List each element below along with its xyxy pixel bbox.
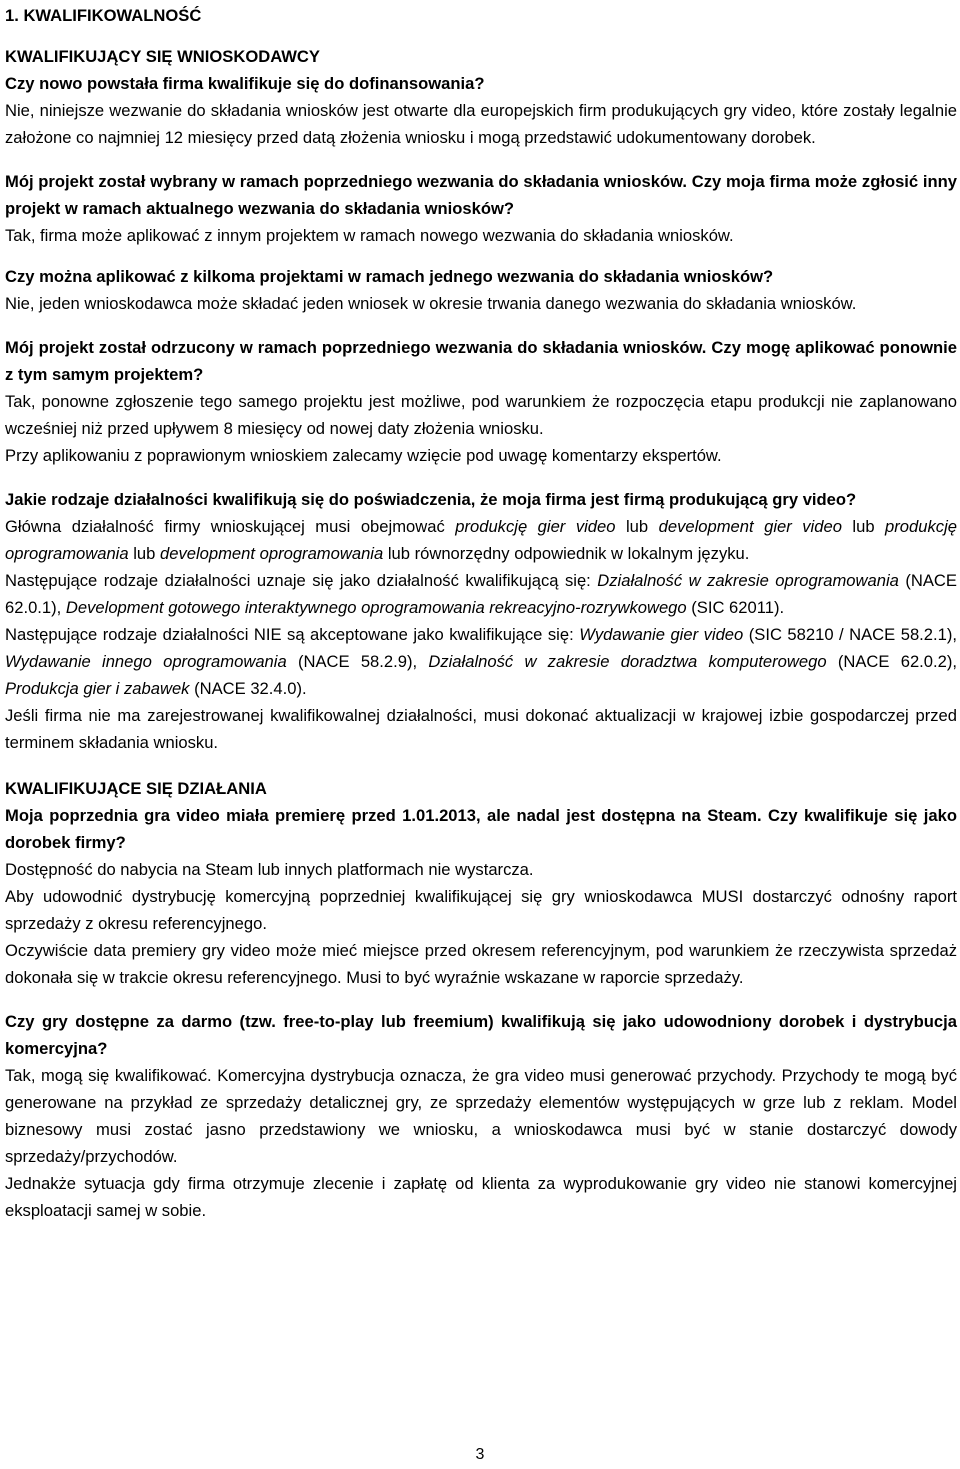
answer: Nie, jeden wnioskodawca może składać jeden wniosek w okresie trwania danego wezwania do składania wniosków. <box>5 294 857 313</box>
question: Czy można aplikować z kilkoma projektami w ramach jednego wezwania do składania wniosków? <box>5 267 774 286</box>
italic-term: development gier video <box>658 517 842 536</box>
answer-paragraph <box>5 567 957 621</box>
italic-term: Wydawanie gier video <box>579 625 744 644</box>
text-span: (SIC 58210 / NACE 58.2.1), <box>743 625 957 644</box>
answer: Jednakże sytuacja gdy firma otrzymuje zlecenie i zapłatę od klienta za wyprodukowanie gry video nie stanowi komercyjnej eksploatacji samej w sobie. <box>5 1174 957 1220</box>
answer: Aby udowodnić dystrybucję komercyjną poprzedniej kwalifikującej się gry wnioskodawca MUSI dostarczyć odnośny raport sprzedaży z okresu referencyjnego. <box>5 887 957 933</box>
question: Moja poprzednia gra video miała premierę przed 1.01.2013, ale nadal jest dostępna na Steam. Czy kwalifikuje się jako dorobek firmy? <box>5 806 957 852</box>
text-span: (NACE 58.2.9), <box>286 652 429 671</box>
answer-paragraph <box>5 513 957 567</box>
answer: Oczywiście data premiery gry video może mieć miejsce przed okresem referencyjnym, pod warunkiem że rzeczywista sprzedaż dokonała się w trakcie okresu referencyjnego. Musi to być wyraźnie wskazane w raporcie sprzedaży. <box>5 941 957 987</box>
question: Mój projekt został odrzucony w ramach poprzedniego wezwania do składania wniosków. Czy mogę aplikować ponownie z tym samym projektem? <box>5 338 957 384</box>
text-span: (SIC 62011). <box>686 598 785 617</box>
italic-term: Development gotowego interaktywnego oprogramowania rekreacyjno-rozrywkowego <box>65 598 687 617</box>
answer: Jeśli firma nie ma zarejestrowanej kwalifikowalnej działalności, musi dokonać aktualizacji w krajowej izbie gospodarczej przed terminem składania wniosku. <box>5 706 957 752</box>
answer: Nie, niniejsze wezwanie do składania wniosków jest otwarte dla europejskich firm produkujących gry video, które zostały legalnie założone co najmniej 12 miesięcy przed datą złożenia wniosku i mogą przedstawić udokumentowany dorobek. <box>5 101 957 147</box>
answer: Tak, mogą się kwalifikować. Komercyjna dystrybucja oznacza, że gra video musi generować przychody. Przychody te mogą być generowane na przykład ze sprzedaży detalicznej gry, ze sprzedaży elementów występujących w grze lub z reklam. Model biznesowy musi zostać jasno przedstawiony we wniosku, a wnioskodawca musi być w stanie dostarczyć dowody sprzedaży/przychodów. <box>5 1066 957 1166</box>
answer-paragraph <box>5 621 957 702</box>
italic-term: Działalność w zakresie doradztwa komputerowego <box>428 652 827 671</box>
answer: Tak, firma może aplikować z innym projektem w ramach nowego wezwania do składania wniosków. <box>5 226 734 245</box>
italic-term: Działalność w zakresie oprogramowania <box>597 571 899 590</box>
section-title: 1. KWALIFIKOWALNOŚĆ <box>5 6 202 25</box>
question: Jakie rodzaje działalności kwalifikują się do poświadczenia, że moja firma jest firmą produkującą gry video? <box>5 490 857 509</box>
text-span: lub <box>615 517 659 536</box>
italic-term: Produkcja gier i zabawek <box>5 679 190 698</box>
text-span: lub równorzędny odpowiednik w lokalnym języku. <box>383 544 750 563</box>
answer: Tak, ponowne zgłoszenie tego samego projektu jest możliwe, pod warunkiem że rozpoczęcia etapu produkcji nie zaplanowano wcześniej niż przed upływem 8 miesięcy od nowej daty złożenia wniosku. <box>5 392 957 438</box>
italic-term: produkcję gier video <box>455 517 616 536</box>
document-page <box>5 2 957 1224</box>
text-span: lub <box>841 517 886 536</box>
actions-heading: KWALIFIKUJĄCE SIĘ DZIAŁANIA <box>5 779 267 798</box>
text-span: lub <box>128 544 160 563</box>
text-span: (NACE 62.0.1), <box>5 571 957 617</box>
italic-term: development oprogramowania <box>159 544 384 563</box>
italic-term: Wydawanie innego oprogramowania <box>5 652 287 671</box>
applicant-heading: KWALIFIKUJĄCY SIĘ WNIOSKODAWCY <box>5 47 320 66</box>
text-span: Główna działalność firmy wnioskującej musi obejmować <box>5 517 456 536</box>
italic-term: produkcję oprogramowania <box>5 517 957 563</box>
page-number: 3 <box>475 1446 485 1463</box>
answer: Dostępność do nabycia na Steam lub innych platformach nie wystarcza. <box>5 860 534 879</box>
answer: Przy aplikowaniu z poprawionym wnioskiem zalecamy wzięcie pod uwagę komentarzy ekspertów. <box>5 446 722 465</box>
text-span: (NACE 32.4.0). <box>189 679 307 698</box>
question: Mój projekt został wybrany w ramach poprzedniego wezwania do składania wniosków. Czy moja firma może zgłosić inny projekt w ramach aktualnego wezwania do składania wniosków? <box>5 172 957 218</box>
text-span: Następujące rodzaje działalności uznaje się jako działalność kwalifikującą się: <box>5 571 598 590</box>
text-span: Następujące rodzaje działalności NIE są akceptowane jako kwalifikujące się: <box>5 625 580 644</box>
question: Czy gry dostępne za darmo (tzw. free-to-play lub freemium) kwalifikują się jako udowodniony dorobek i dystrybucja komercyjna? <box>5 1012 957 1058</box>
question: Czy nowo powstała firma kwalifikuje się do dofinansowania? <box>5 74 485 93</box>
text-span: (NACE 62.0.2), <box>826 652 957 671</box>
